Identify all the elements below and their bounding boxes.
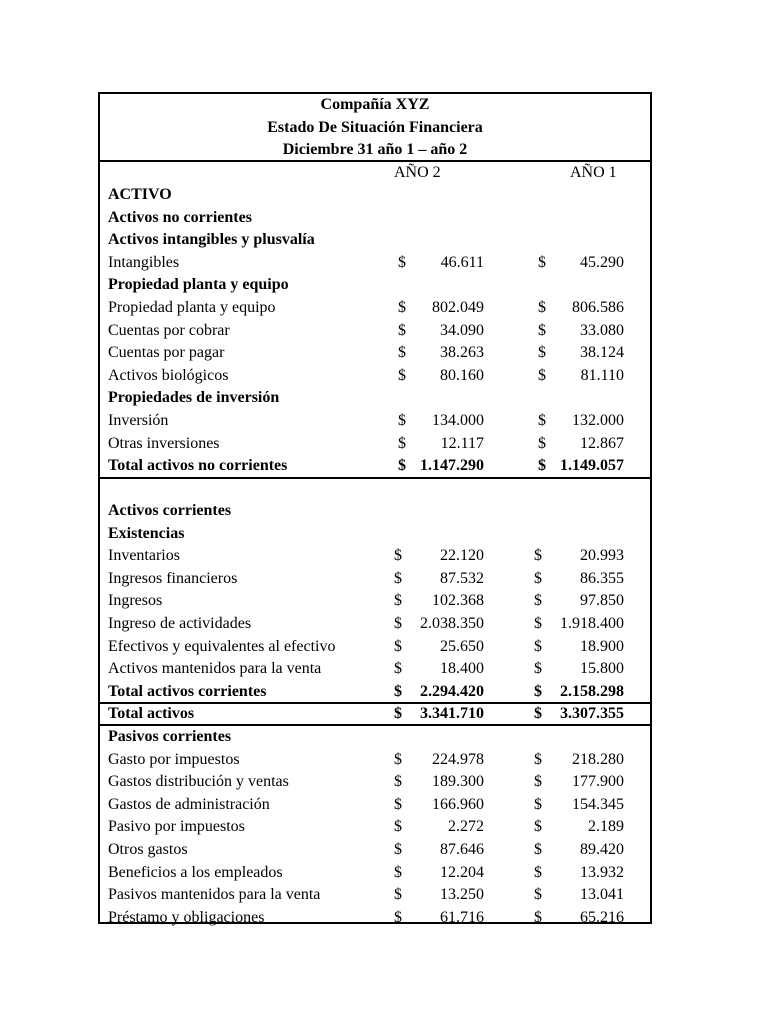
row-label: ACTIVO [108, 186, 172, 203]
line-item-row [100, 365, 650, 388]
section-heading-row [100, 184, 650, 207]
row-label: Beneficios a los empleados [108, 863, 283, 881]
currency-symbol: $ [538, 253, 546, 271]
currency-symbol: $ [534, 660, 542, 678]
section-heading-row [100, 229, 650, 252]
line-item-row [100, 342, 650, 365]
currency-symbol: $ [398, 344, 406, 362]
line-item-row [100, 794, 650, 817]
currency-symbol: $ [394, 908, 402, 926]
row-label: Activos corrientes [108, 502, 232, 519]
total-row [100, 455, 650, 478]
row-label: Propiedad planta y equipo [108, 299, 276, 316]
value-year2: 1.147.290 [420, 457, 484, 475]
value-year1: 45.290 [580, 253, 624, 271]
value-year2: 87.646 [440, 841, 484, 858]
currency-symbol: $ [538, 299, 546, 316]
value-year1: 154.345 [572, 795, 624, 813]
row-label: Otros gastos [108, 841, 188, 858]
column-header-row [100, 162, 650, 185]
section-heading-row [100, 523, 650, 546]
value-year1: 2.158.298 [560, 682, 624, 700]
value-year1: 132.000 [572, 412, 624, 429]
value-year2: 224.978 [432, 750, 484, 768]
row-label: Efectivos y equivalentes al efectivo [108, 637, 336, 655]
value-year1: 20.993 [580, 547, 624, 565]
value-year2: 2.038.350 [420, 615, 484, 632]
currency-symbol: $ [398, 253, 406, 271]
value-year2: 87.532 [440, 569, 484, 587]
currency-symbol: $ [534, 569, 542, 587]
row-label: Pasivos corrientes [108, 728, 232, 745]
currency-symbol: $ [534, 592, 542, 610]
value-year1: 18.900 [580, 637, 624, 655]
row-label: Ingresos financieros [108, 569, 238, 587]
total-row [100, 703, 650, 726]
currency-symbol: $ [398, 366, 406, 384]
row-label: Cuentas por pagar [108, 344, 225, 362]
currency-symbol: $ [394, 682, 402, 700]
line-item-row [100, 839, 650, 862]
statement-title: Estado De Situación Financiera [267, 119, 483, 136]
value-year1: 13.932 [580, 863, 624, 881]
currency-symbol: $ [534, 750, 542, 768]
currency-symbol: $ [394, 569, 402, 587]
value-year2: 2.272 [448, 818, 484, 836]
statement-header [100, 94, 650, 162]
currency-symbol: $ [394, 841, 402, 858]
currency-symbol: $ [534, 841, 542, 858]
value-year2: 134.000 [432, 412, 484, 429]
value-year1: 81.110 [580, 366, 624, 384]
line-item-row [100, 433, 650, 456]
currency-symbol: $ [394, 592, 402, 610]
value-year1: 1.149.057 [560, 457, 624, 475]
line-item-row [100, 590, 650, 613]
value-year2: 25.650 [440, 637, 484, 655]
value-year1: 177.900 [572, 773, 624, 791]
value-year1: 38.124 [580, 344, 624, 362]
currency-symbol: $ [534, 886, 542, 904]
table-divider [100, 724, 650, 726]
currency-symbol: $ [394, 818, 402, 836]
currency-symbol: $ [394, 773, 402, 791]
currency-symbol: $ [394, 750, 402, 768]
company-name: Compañía XYZ [320, 96, 430, 113]
value-year2: 102.368 [432, 592, 484, 610]
column-year2: AÑO 2 [394, 164, 441, 181]
table-divider [100, 702, 650, 704]
currency-symbol: $ [534, 705, 542, 723]
row-label: Pasivo por impuestos [108, 818, 245, 836]
row-label: Activos mantenidos para la venta [108, 660, 322, 678]
row-label: Activos no corrientes [108, 208, 252, 226]
value-year2: 18.400 [440, 660, 484, 678]
value-year1: 13.041 [580, 886, 624, 904]
currency-symbol: $ [394, 705, 402, 723]
section-heading-row [100, 726, 650, 749]
currency-symbol: $ [398, 412, 406, 429]
value-year1: 3.307.355 [560, 705, 624, 723]
line-item-row [100, 410, 650, 433]
currency-symbol: $ [394, 547, 402, 565]
column-year1: AÑO 1 [570, 164, 617, 181]
currency-symbol: $ [538, 321, 546, 339]
line-item-row [100, 613, 650, 636]
value-year1: 2.189 [588, 818, 624, 836]
value-year1: 15.800 [580, 660, 624, 678]
line-item-row [100, 749, 650, 772]
line-item-row [100, 252, 650, 275]
value-year2: 61.716 [440, 908, 484, 926]
value-year2: 12.117 [440, 434, 484, 452]
row-label: Total activos corrientes [108, 682, 267, 700]
value-year2: 3.341.710 [420, 705, 484, 723]
value-year2: 802.049 [432, 299, 484, 316]
currency-symbol: $ [534, 637, 542, 655]
section-heading-row [100, 274, 650, 297]
row-label: Cuentas por cobrar [108, 321, 230, 339]
row-label: Ingresos [108, 592, 163, 610]
row-label: Total activos no corrientes [108, 457, 288, 475]
currency-symbol: $ [534, 795, 542, 813]
statement-period: Diciembre 31 año 1 – año 2 [282, 141, 468, 158]
value-year2: 34.090 [440, 321, 484, 339]
value-year1: 86.355 [580, 569, 624, 587]
line-item-row [100, 771, 650, 794]
line-item-row [100, 658, 650, 681]
value-year2: 80.160 [440, 366, 484, 384]
row-label: Gasto por impuestos [108, 750, 240, 768]
value-year1: 97.850 [580, 592, 624, 610]
row-label: Existencias [108, 524, 185, 542]
value-year1: 806.586 [572, 299, 624, 316]
currency-symbol: $ [538, 434, 546, 452]
currency-symbol: $ [534, 615, 542, 632]
row-label: Propiedad planta y equipo [108, 276, 289, 294]
value-year1: 65.216 [580, 908, 624, 926]
currency-symbol: $ [534, 908, 542, 926]
row-label: Intangibles [108, 253, 180, 271]
row-label: Gastos distribución y ventas [108, 773, 289, 791]
row-label: Propiedades de inversión [108, 389, 280, 407]
currency-symbol: $ [538, 366, 546, 384]
line-item-row [100, 907, 650, 930]
financial-statement-table [98, 92, 652, 924]
value-year2: 46.611 [440, 253, 484, 271]
line-item-row [100, 862, 650, 885]
row-label: Otras inversiones [108, 434, 220, 452]
currency-symbol: $ [398, 457, 406, 475]
currency-symbol: $ [534, 547, 542, 565]
currency-symbol: $ [398, 434, 406, 452]
value-year1: 89.420 [580, 841, 624, 858]
line-item-row [100, 297, 650, 320]
currency-symbol: $ [394, 660, 402, 678]
row-label: Inversión [108, 412, 169, 429]
value-year2: 2.294.420 [420, 682, 484, 700]
currency-symbol: $ [534, 682, 542, 700]
line-item-row [100, 320, 650, 343]
value-year2: 38.263 [440, 344, 484, 362]
value-year1: 1.918.400 [560, 615, 624, 632]
total-row [100, 681, 650, 704]
currency-symbol: $ [394, 886, 402, 904]
value-year1: 33.080 [580, 321, 624, 339]
currency-symbol: $ [394, 863, 402, 881]
section-heading-row [100, 387, 650, 410]
value-year2: 13.250 [440, 886, 484, 904]
line-item-row [100, 545, 650, 568]
section-heading-row [100, 207, 650, 230]
value-year1: 12.867 [580, 434, 624, 452]
currency-symbol: $ [534, 863, 542, 881]
row-label: Activos biológicos [108, 366, 229, 384]
table-divider [100, 477, 650, 479]
row-label: Préstamo y obligaciones [108, 908, 265, 926]
row-label: Total activos [108, 705, 195, 723]
row-label: Gastos de administración [108, 795, 270, 813]
currency-symbol: $ [394, 795, 402, 813]
currency-symbol: $ [398, 299, 406, 316]
currency-symbol: $ [534, 773, 542, 791]
value-year2: 166.960 [432, 795, 484, 813]
row-label: Inventarios [108, 547, 180, 565]
line-item-row [100, 816, 650, 839]
line-item-row [100, 636, 650, 659]
value-year1: 218.280 [572, 750, 624, 768]
currency-symbol: $ [394, 637, 402, 655]
currency-symbol: $ [394, 615, 402, 632]
value-year2: 12.204 [440, 863, 484, 881]
value-year2: 22.120 [440, 547, 484, 565]
currency-symbol: $ [538, 457, 546, 475]
row-label: Ingreso de actividades [108, 615, 252, 632]
line-item-row [100, 884, 650, 907]
row-label: Activos intangibles y plusvalía [108, 231, 315, 249]
line-item-row [100, 568, 650, 591]
currency-symbol: $ [534, 818, 542, 836]
value-year2: 189.300 [432, 773, 484, 791]
currency-symbol: $ [538, 344, 546, 362]
section-heading-row [100, 500, 650, 523]
row-label: Pasivos mantenidos para la venta [108, 886, 321, 904]
currency-symbol: $ [398, 321, 406, 339]
currency-symbol: $ [538, 412, 546, 429]
